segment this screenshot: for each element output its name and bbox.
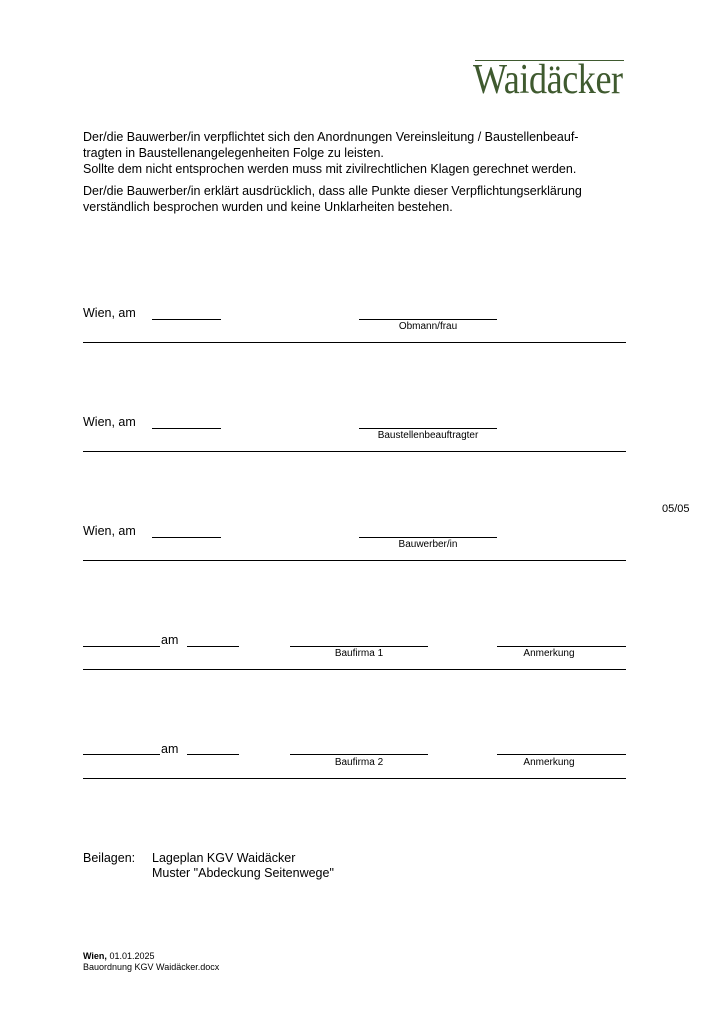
footer-date-line [83, 951, 154, 962]
paragraph-line: Der/die Bauwerber/in erklärt ausdrücklich, dass alle Punkte dieser Verpflichtungserklärung [83, 184, 582, 198]
paragraph-line: Sollte dem nicht entsprochen werden muss mit zivilrechtlichen Klagen gerechnet werden. [83, 162, 577, 176]
am-label: am [161, 633, 179, 647]
am-label: am [161, 742, 179, 756]
note-label: Anmerkung [523, 648, 575, 659]
section-rule [83, 560, 626, 561]
footer-filename: Bauordnung KGV Waidäcker.docx [83, 962, 220, 972]
date-blank [152, 319, 221, 320]
place-date-label: Wien, am [83, 306, 136, 320]
page-number: 05/05 [662, 503, 690, 515]
footer-date: 01.01.2025 [109, 951, 155, 961]
company-label: Baufirma 2 [334, 757, 384, 768]
section-rule [83, 451, 626, 452]
attachments-label: Beilagen: [83, 851, 136, 865]
signature-role: Bauwerber/in [398, 539, 458, 550]
signature-blank [359, 319, 497, 320]
place-blank [83, 646, 160, 647]
note-label: Anmerkung [523, 757, 575, 768]
note-blank [497, 646, 626, 647]
section-rule [83, 342, 626, 343]
place-date-label: Wien, am [83, 415, 136, 429]
attachment-item: Lageplan KGV Waidäcker [152, 851, 296, 865]
place-blank [83, 754, 160, 755]
signature-role: Obmann/frau [398, 321, 458, 332]
date-blank [152, 537, 221, 538]
company-label: Baufirma 1 [334, 648, 384, 659]
date-blank [187, 754, 239, 755]
place-date-label: Wien, am [83, 524, 136, 538]
signature-blank [359, 428, 497, 429]
company-signature-blank [290, 754, 428, 755]
date-blank [187, 646, 239, 647]
footer-city: Wien, [83, 951, 107, 961]
paragraph-line: Der/die Bauwerber/in verpflichtet sich den Anordnungen Vereinsleitung / Baustellenbeauf- [83, 130, 579, 144]
signature-role: Baustellenbeauftragter [377, 430, 479, 441]
note-blank [497, 754, 626, 755]
section-rule [83, 778, 626, 779]
paragraph-line: tragten in Baustellenangelegenheiten Folge zu leisten. [83, 146, 384, 160]
signature-blank [359, 537, 497, 538]
section-rule [83, 669, 626, 670]
company-signature-blank [290, 646, 428, 647]
date-blank [152, 428, 221, 429]
paragraph-line: verständlich besprochen wurden und keine Unklarheiten bestehen. [83, 200, 453, 214]
attachment-item: Muster "Abdeckung Seitenwege" [152, 866, 334, 880]
logo: Waidäcker [473, 57, 623, 103]
